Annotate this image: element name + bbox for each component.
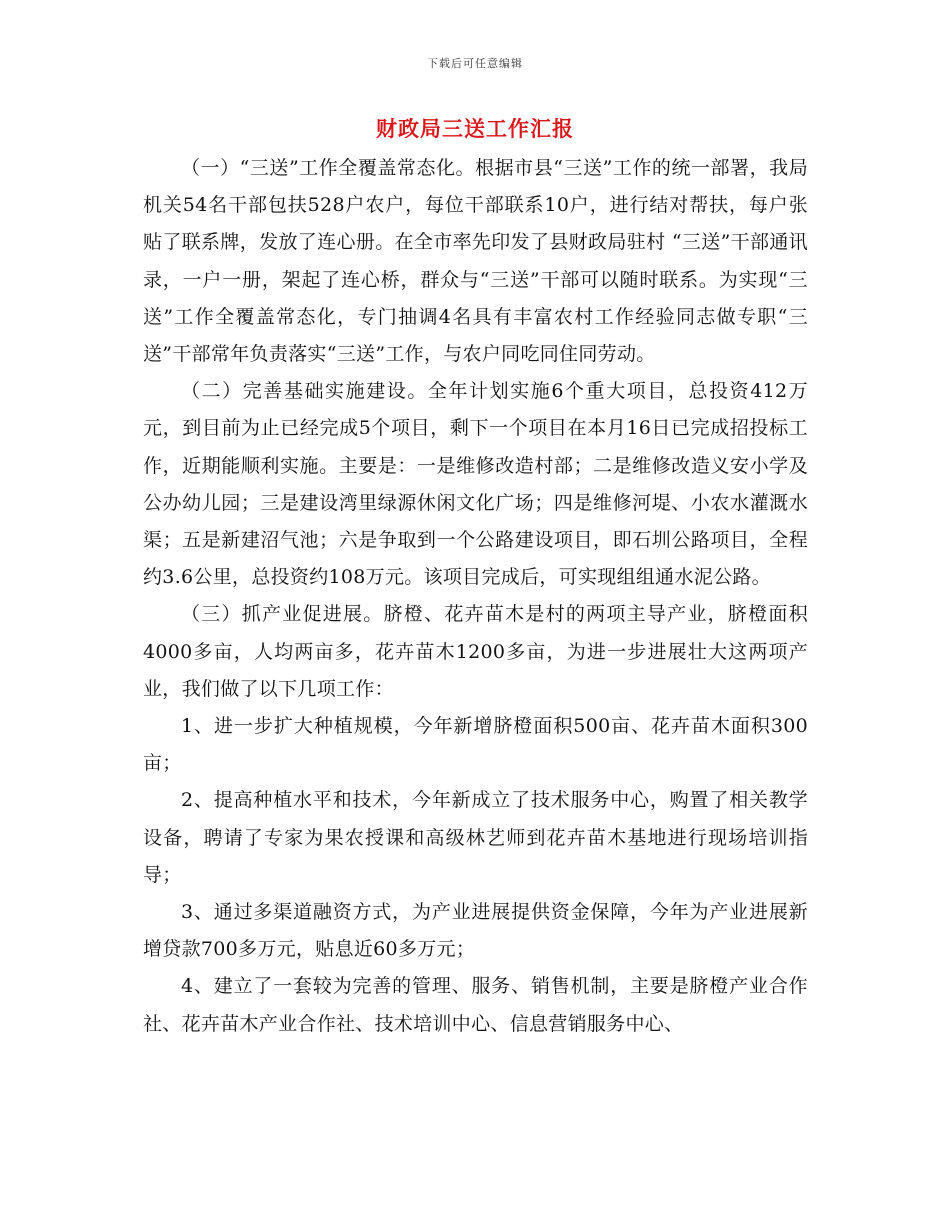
paragraph-item-2: 2、提高种植水平和技术，今年新成立了技术服务中心，购置了相关教学设备，聘请了专家为果农授课和高级林艺师到花卉苗木基地进行现场培训指导； — [143, 789, 808, 886]
paragraph-item-1: 1、进一步扩大种植规模，今年新增脐橙面积500亩、花卉苗木面积300亩； — [143, 715, 808, 775]
paragraph-item-3: 3、通过多渠道融资方式，为产业进展提供资金保障，今年为产业进展新增贷款700多万元，贴息近60多万元； — [143, 901, 808, 961]
document-body — [143, 150, 808, 1043]
paragraph-section-2: （二）完善基础实施建设。全年计划实施6个重大项目，总投资412万元，到目前为止已经完成5个项目，剩下一个项目在本月16日已完成招投标工作，近期能顺利实施。主要是：一是维修改造村部；二是维修改造义安小学及公办幼儿园；三是建设湾里绿源休闲文化广场；四是维修河堤、小农水灌溉水渠；五是新建沼气池；六是争取到一个公路建设项目，即石圳公路项目，全程约3.6公里，总投资约108万元。该项目完成后，可实现组组通水泥公路。 — [143, 380, 808, 589]
paragraph-item-4: 4、建立了一套较为完善的管理、服务、销售机制，主要是脐橙产业合作社、花卉苗木产业合作社、技术培训中心、信息营销服务中心、 — [143, 975, 808, 1035]
paragraph-section-3: （三）抓产业促进展。脐橙、花卉苗木是村的两项主导产业，脐橙面积4000多亩，人均两亩多，花卉苗木1200多亩，为进一步进展壮大这两项产业，我们做了以下几项工作： — [143, 603, 808, 700]
document-title: 财政局三送工作汇报 — [376, 116, 574, 141]
header-note: 下载后可任意编辑 — [427, 57, 523, 70]
paragraph-section-1: （一）“三送”工作全覆盖常态化。根据市县“三送”工作的统一部署，我局机关54名干部包扶528户农户，每位干部联系10户，进行结对帮扶，每户张贴了联系牌，发放了连心册。在全市率先印发了县财政局驻村 “三送”干部通讯录，一户一册，架起了连心桥，群众与“三送”干部可以随时联系。为实现“三送”工作全覆盖常态化，专门抽调4名具有丰富农村工作经验同志做专职“三送”干部常年负责落实“三送”工作，与农户同吃同住同劳动。 — [143, 157, 808, 366]
